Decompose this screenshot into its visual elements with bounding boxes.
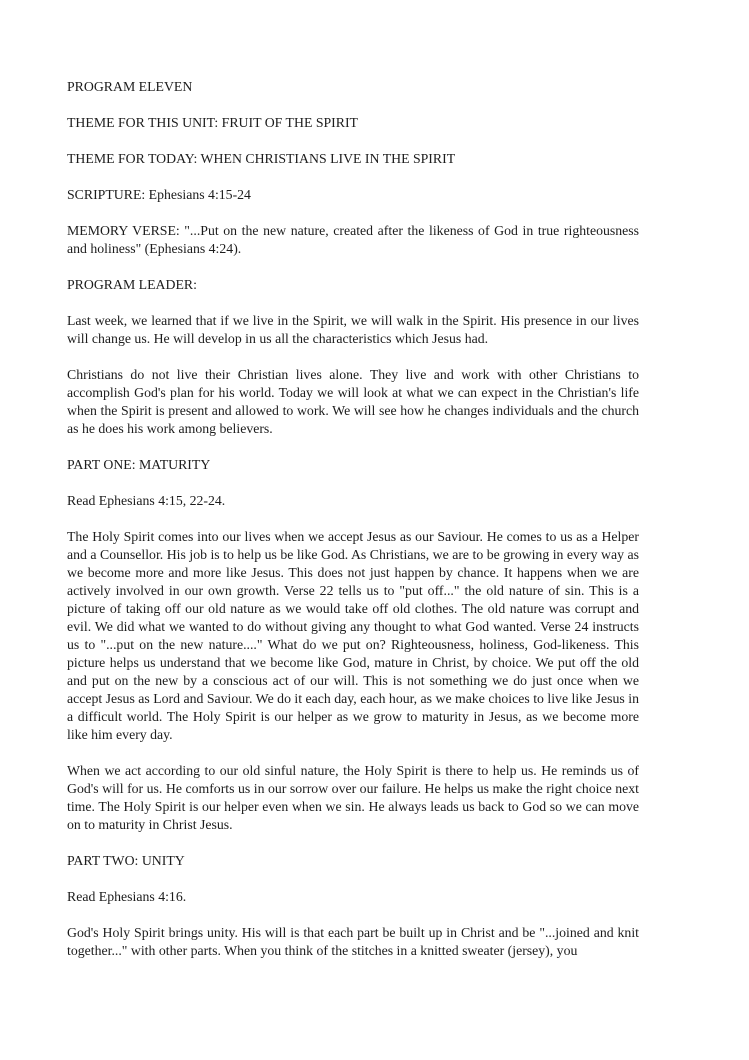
program-title: PROGRAM ELEVEN xyxy=(67,79,193,94)
today-theme: THEME FOR TODAY: WHEN CHRISTIANS LIVE IN THE SPIRIT xyxy=(67,151,456,166)
unit-theme: THEME FOR THIS UNIT: FRUIT OF THE SPIRIT xyxy=(67,115,358,130)
program-leader-heading: PROGRAM LEADER: xyxy=(67,277,197,292)
intro-paragraph-2: Christians do not live their Christian lives alone. They live and work with other Christians to accomplish God's plan for his world. Today we will look at what we can expect in the Christian's life when the Spirit is present and allowed to work. We will see how he changes individuals and the church as he does his work among believers. xyxy=(67,367,639,436)
part-one-heading: PART ONE: MATURITY xyxy=(67,457,211,472)
part-one-paragraph-1: The Holy Spirit comes into our lives when we accept Jesus as our Saviour. He comes to us as a Helper and a Counsellor. His job is to help us be like God. As Christians, we are to be growing in every way as we become more and more like Jesus. This does not just happen by chance. It happens when we are actively involved in our own growth. Verse 22 tells us to "put off..." the old nature of sin. This is a picture of taking off our old nature as we would take off old clothes. The old nature was corrupt and evil. We did what we wanted to do without giving any thought to what God wanted. Verse 24 instructs us to "...put on the new nature...." What do we put on? Righteousness, holiness, God-likeness. This picture helps us understand that we become like God, mature in Christ, by choice. We put off the old and put on the new by a conscious act of our will. This is not something we do just once when we accept Jesus as Lord and Saviour. We do it each day, each hour, as we make choices to live like Jesus in a difficult world. The Holy Spirit is our helper as we grow to maturity in Jesus, as we become more like him every day. xyxy=(67,529,639,742)
part-one-reading: Read Ephesians 4:15, 22-24. xyxy=(67,493,226,508)
part-two-reading: Read Ephesians 4:16. xyxy=(67,889,187,904)
memory-verse: MEMORY VERSE: "...Put on the new nature, created after the likeness of God in true righteousness and holiness" (Ephesians 4:24). xyxy=(67,223,639,256)
scripture-reference: SCRIPTURE: Ephesians 4:15-24 xyxy=(67,187,251,202)
part-two-heading: PART TWO: UNITY xyxy=(67,853,185,868)
intro-paragraph-1: Last week, we learned that if we live in the Spirit, we will walk in the Spirit. His presence in our lives will change us. He will develop in us all the characteristics which Jesus had. xyxy=(67,313,639,346)
part-two-paragraph-1: God's Holy Spirit brings unity. His will is that each part be built up in Christ and be "...joined and knit together..." with other parts. When you think of the stitches in a knitted sweater (jersey), you xyxy=(67,925,639,958)
part-one-paragraph-2: When we act according to our old sinful nature, the Holy Spirit is there to help us. He reminds us of God's will for us. He comforts us in our sorrow over our failure. He helps us make the right choice next time. The Holy Spirit is our helper even when we sin. He always leads us back to God so we can move on to maturity in Christ Jesus. xyxy=(67,763,639,832)
